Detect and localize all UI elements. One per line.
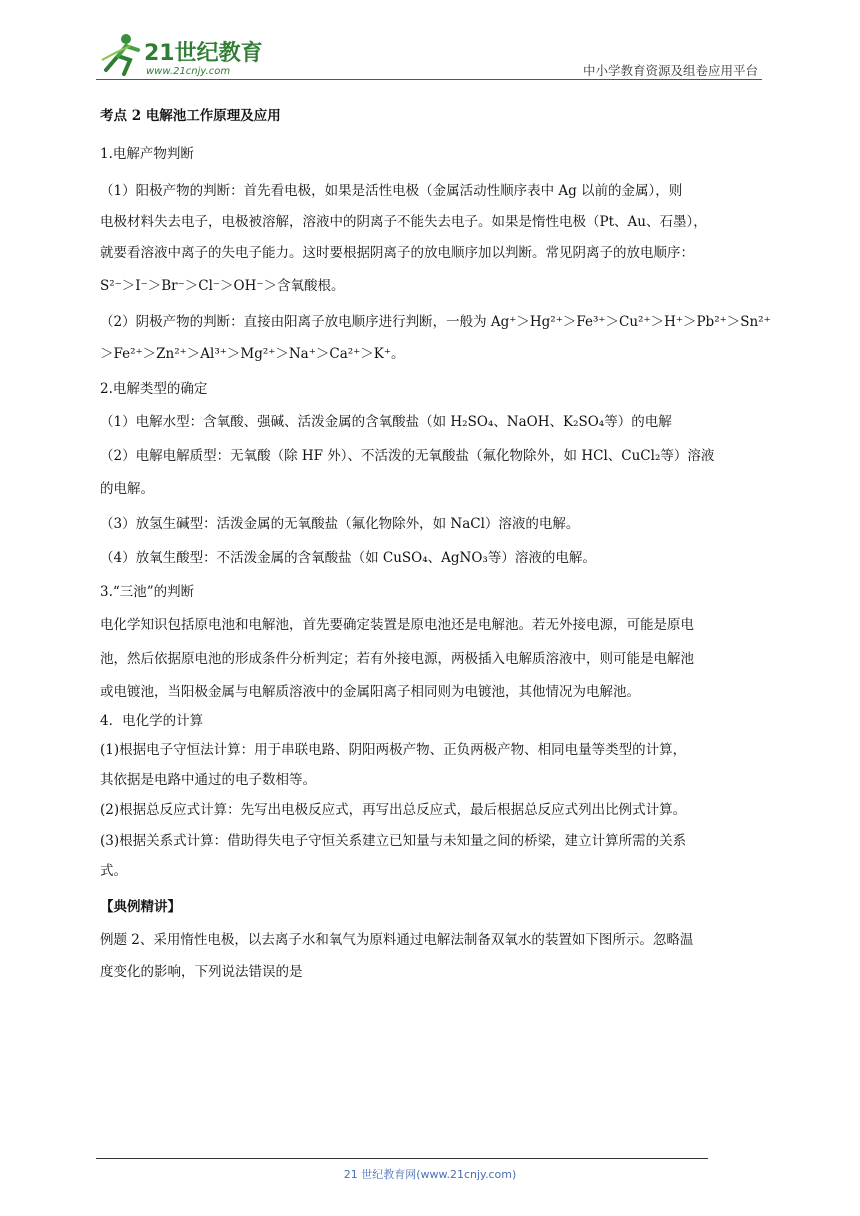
- page-header: [96, 30, 762, 80]
- logo-21cnjy: [96, 30, 266, 78]
- header-divider: [96, 79, 762, 80]
- header-platform-name: 中小学教育资源及组卷应用平台: [582, 63, 758, 78]
- svg-text:21世纪教育: 21世纪教育: [144, 41, 263, 66]
- footer-text: 21 世纪教育网(www.21cnjy.com): [343, 1168, 517, 1181]
- svg-text:www.21cnjy.com: www.21cnjy.com: [146, 66, 231, 77]
- footer-divider: [96, 1158, 708, 1159]
